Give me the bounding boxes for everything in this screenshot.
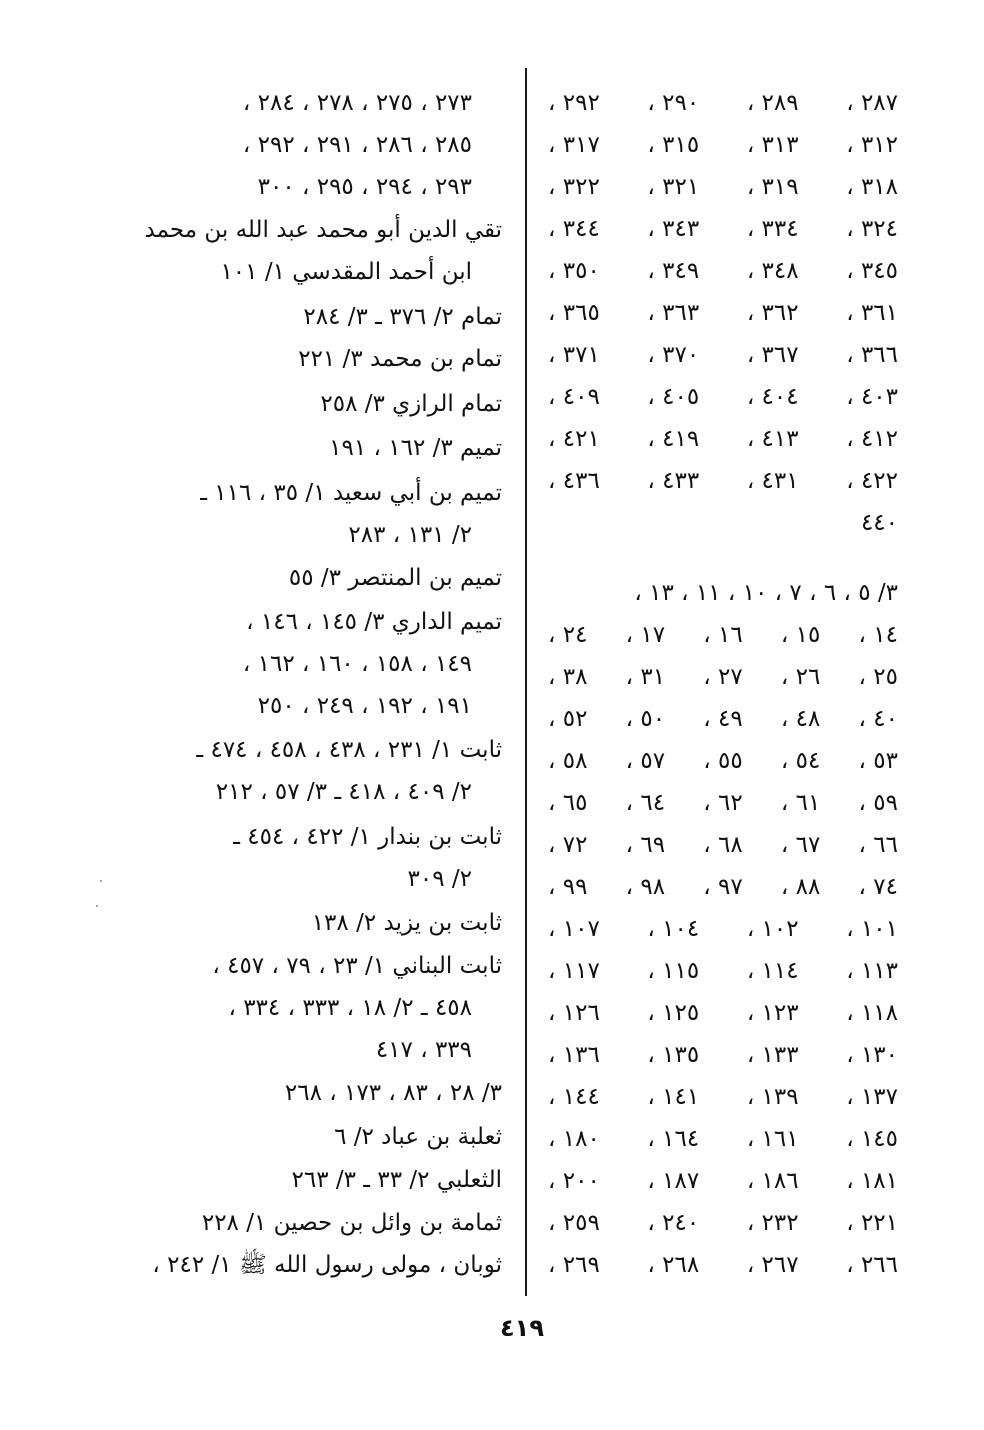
page-ref: ٣٦٧ ،	[746, 342, 799, 368]
page-ref: ٢٨٧ ،	[846, 90, 898, 116]
page-ref: ٣٥٠ ،	[548, 258, 600, 284]
page-ref: ٩٧ ،	[703, 874, 743, 900]
index-entry: ثابت ١/ ٢٣١ ، ٤٣٨ ، ٤٥٨ ، ٤٧٤ ـ	[196, 737, 502, 763]
page-ref: ٢٤ ،	[548, 622, 588, 648]
page-ref: ٤٠٥ ،	[647, 384, 700, 410]
page-ref: ٦٤ ،	[625, 790, 666, 816]
page-ref: ٢٨٩ ،	[746, 90, 799, 116]
page-ref: ٢٦٩ ،	[548, 1252, 600, 1278]
entry-continuation: ٢٩٣ ، ٢٩٤ ، ٢٩٥ ، ٣٠٠	[257, 174, 472, 200]
index-row	[548, 209, 898, 249]
page-ref: ٦٥ ،	[548, 790, 588, 816]
page-ref: ١٦ ،	[703, 622, 743, 648]
index-row	[548, 335, 898, 375]
page-ref: ٤٠ ،	[858, 706, 898, 732]
index-entry: تقي الدين أبو محمد عبد الله بن محمد	[144, 217, 502, 243]
page-ref: ٢٣٢ ،	[746, 1210, 799, 1236]
page-ref: ٢٦٦ ،	[846, 1252, 898, 1278]
page-ref: ٦٧ ،	[780, 832, 821, 858]
index-row	[548, 1119, 898, 1159]
index-entry: ثعلبة بن عباد ٢/ ٦	[334, 1124, 502, 1150]
index-entry: تميم الداري ٣/ ١٤٥ ، ١٤٦ ،	[246, 609, 502, 635]
page-ref: ١٨٠ ،	[548, 1126, 600, 1152]
page-ref: ١٣٣ ،	[746, 1042, 799, 1068]
page-ref: ٨٨ ،	[780, 874, 821, 900]
page-ref: ١٤١ ،	[647, 1084, 700, 1110]
page-ref: ٤٢١ ،	[548, 426, 600, 452]
page-ref: ٣٣٤ ،	[746, 216, 799, 242]
entry-continuation: ٢٧٣ ، ٢٧٥ ، ٢٧٨ ، ٢٨٤ ،	[242, 90, 472, 116]
index-row	[548, 783, 898, 823]
index-row	[548, 909, 898, 949]
page-ref: ٣١٨ ،	[846, 174, 898, 200]
page-ref: ٤٣١ ،	[746, 468, 799, 494]
page-ref: ٤٠٤ ،	[746, 384, 799, 410]
page-ref: ١١٣ ،	[846, 958, 898, 984]
index-entry: ثمامة بن وائل بن حصين ١/ ٢٢٨	[201, 1210, 502, 1236]
page-ref: ١١٧ ،	[548, 958, 600, 984]
page-ref: ٣٦٣ ،	[647, 300, 700, 326]
page-ref: ١٢٦ ،	[548, 1000, 600, 1026]
page-ref: ٣١٢ ،	[846, 132, 898, 158]
page-ref: ٩٩ ،	[548, 874, 588, 900]
index-row	[548, 1035, 898, 1075]
page-ref: ٦٨ ،	[703, 832, 743, 858]
page-ref: ٤١٢ ،	[846, 426, 898, 452]
page-ref: ٣٤٣ ،	[647, 216, 700, 242]
entry-continuation: ٣٣٩ ، ٤١٧	[375, 1037, 472, 1063]
page-ref: ٢٩٠ ،	[647, 90, 700, 116]
index-row	[548, 867, 898, 907]
page-ref: ٣٤٥ ،	[846, 258, 898, 284]
index-entry: تمام بن محمد ٣/ ٢٢١	[298, 346, 502, 372]
page-ref: ٤٨ ،	[780, 706, 821, 732]
page-ref: ٤٣٦ ،	[548, 468, 600, 494]
index-row-end: ٤٤٠	[860, 510, 898, 536]
scan-speck	[96, 905, 98, 907]
index-entry: ثابت البناني ١/ ٢٣ ، ٧٩ ، ٤٥٧ ،	[212, 953, 502, 979]
index-entry: ثابت بن بندار ١/ ٤٢٢ ، ٤٥٤ ـ	[233, 824, 502, 850]
index-row-start: ٣/ ٥ ، ٦ ، ٧ ، ١٠ ، ١١ ، ١٣ ،	[634, 580, 898, 606]
page-ref: ٣٦٢ ،	[746, 300, 799, 326]
index-row	[548, 293, 898, 333]
index-row	[548, 741, 898, 781]
page-ref: ١٨٦ ،	[746, 1168, 799, 1194]
index-row	[548, 251, 898, 291]
page-ref: ٢٦ ،	[780, 664, 821, 690]
index-row	[548, 825, 898, 865]
page-ref: ٦٩ ،	[625, 832, 666, 858]
page-ref: ٢٤٠ ،	[647, 1210, 700, 1236]
page-ref: ١٥ ،	[780, 622, 821, 648]
page-ref: ١١٤ ،	[746, 958, 799, 984]
page-ref: ١٤٥ ،	[846, 1126, 898, 1152]
page-ref: ٣١٩ ،	[746, 174, 799, 200]
page-ref: ٣٢٢ ،	[548, 174, 600, 200]
page-ref: ٥٥ ،	[703, 748, 743, 774]
page-ref: ١٠١ ،	[846, 916, 898, 942]
index-row	[548, 167, 898, 207]
entry-continuation: ابن أحمد المقدسي ١/ ١٠١	[220, 259, 472, 285]
page-ref: ١٦١ ،	[746, 1126, 799, 1152]
page-ref: ٤٣٣ ،	[647, 468, 700, 494]
page-ref: ٥٩ ،	[858, 790, 898, 816]
page-ref: ١٠٤ ،	[647, 916, 700, 942]
index-row	[548, 615, 898, 655]
index-row	[548, 125, 898, 165]
index-row	[548, 1203, 898, 1243]
page-ref: ٤٢٢ ،	[846, 468, 898, 494]
page-ref: ٢٦٧ ،	[746, 1252, 799, 1278]
page-ref: ٤٩ ،	[703, 706, 743, 732]
page-ref: ٣١ ،	[625, 664, 666, 690]
page-ref: ٦١ ،	[780, 790, 821, 816]
page-number: ٤١٩	[500, 1314, 544, 1342]
page-ref: ١٣٩ ،	[746, 1084, 799, 1110]
page-ref: ٢٧ ،	[703, 664, 743, 690]
page-ref: ١٣٠ ،	[846, 1042, 898, 1068]
entry-continuation: ٢/ ١٣١ ، ٢٨٣	[348, 522, 472, 548]
index-entry: الثعلبي ٢/ ٣٣ ـ ٣/ ٢٦٣	[291, 1167, 502, 1193]
page-ref: ٢٢١ ،	[846, 1210, 898, 1236]
index-row	[548, 1245, 898, 1285]
page-ref: ١٦٤ ،	[647, 1126, 700, 1152]
page-ref: ١٧ ،	[625, 622, 666, 648]
entry-continuation: ١٤٩ ، ١٥٨ ، ١٦٠ ، ١٦٢ ،	[242, 651, 472, 677]
index-entry: تمام الرازي ٣/ ٢٥٨	[320, 391, 502, 417]
page-ref: ٣٤٩ ،	[647, 258, 700, 284]
page-ref: ١٤٤ ،	[548, 1084, 600, 1110]
entry-continuation: ١٩١ ، ١٩٢ ، ٢٤٩ ، ٢٥٠	[257, 693, 472, 719]
page-ref: ٢٩٢ ،	[548, 90, 600, 116]
page-ref: ٣١٣ ،	[746, 132, 799, 158]
page-ref: ٣٧١ ،	[548, 342, 600, 368]
index-entry: تميم بن أبي سعيد ١/ ٣٥ ، ١١٦ ـ	[200, 480, 502, 506]
entry-continuation: ٤٥٨ ـ ٢/ ١٨ ، ٣٣٣ ، ٣٣٤ ،	[228, 995, 472, 1021]
index-row	[548, 951, 898, 991]
column-divider	[525, 68, 527, 1296]
page-ref: ٧٢ ،	[548, 832, 588, 858]
page-ref: ٣٧٠ ،	[647, 342, 700, 368]
page-ref: ٤١٣ ،	[746, 426, 799, 452]
page-ref: ١١٥ ،	[647, 958, 700, 984]
page-ref: ٤٠٩ ،	[548, 384, 600, 410]
page-ref: ٥٢ ،	[548, 706, 588, 732]
index-row	[548, 377, 898, 417]
page-ref: ١٣٧ ،	[846, 1084, 898, 1110]
page-ref: ١٣٦ ،	[548, 1042, 600, 1068]
page-ref: ١٠٢ ،	[746, 916, 799, 942]
entry-continuation: ٢/ ٣٠٩	[407, 866, 472, 892]
page-ref: ٣٦٦ ،	[846, 342, 898, 368]
index-row	[548, 83, 898, 123]
page-ref: ٣٢١ ،	[647, 174, 700, 200]
page-ref: ٤١٩ ،	[647, 426, 700, 452]
page-ref: ٣٤٨ ،	[746, 258, 799, 284]
scan-speck	[100, 880, 102, 882]
page-ref: ٣٢٤ ،	[846, 216, 898, 242]
page-ref: ٥٣ ،	[858, 748, 898, 774]
page-ref: ١٠٧ ،	[548, 916, 600, 942]
index-row	[548, 993, 898, 1033]
page-ref: ٥٧ ،	[625, 748, 666, 774]
page-ref: ١٨٧ ،	[647, 1168, 700, 1194]
index-row	[548, 657, 898, 697]
page-ref: ٢٥٩ ،	[548, 1210, 600, 1236]
page-ref: ٣١٧ ،	[548, 132, 600, 158]
page-ref: ١١٨ ،	[846, 1000, 898, 1026]
entry-continuation: ٢٨٥ ، ٢٨٦ ، ٢٩١ ، ٢٩٢ ،	[242, 132, 472, 158]
index-entry: ثوبان ، مولى رسول الله ﷺ ١/ ٢٤٢ ،	[152, 1252, 502, 1278]
page-ref: ٢٠٠ ،	[548, 1168, 600, 1194]
index-entry: ثابت بن يزيد ٢/ ١٣٨	[311, 910, 502, 936]
index-row	[548, 699, 898, 739]
page-ref: ١٨١ ،	[846, 1168, 898, 1194]
page-ref: ٣٦٥ ،	[548, 300, 600, 326]
page-ref: ٢٦٨ ،	[647, 1252, 700, 1278]
page-ref: ٦٢ ،	[703, 790, 743, 816]
page-ref: ٩٨ ،	[625, 874, 666, 900]
index-row	[548, 1161, 898, 1201]
page-ref: ١٢٥ ،	[647, 1000, 700, 1026]
index-row	[548, 461, 898, 501]
page-ref: ٣٦١ ،	[846, 300, 898, 326]
page-ref: ٥٨ ،	[548, 748, 588, 774]
index-entry: تميم بن المنتصر ٣/ ٥٥	[288, 565, 502, 591]
page-ref: ٣٨ ،	[548, 664, 588, 690]
page-ref: ١٣٥ ،	[647, 1042, 700, 1068]
page-ref: ٥٠ ،	[625, 706, 666, 732]
page-ref: ٣٤٤ ،	[548, 216, 600, 242]
page-ref: ٧٤ ،	[858, 874, 898, 900]
page-ref: ٢٥ ،	[858, 664, 898, 690]
entry-continuation: ٢/ ٤٠٩ ، ٤١٨ ـ ٣/ ٥٧ ، ٢١٢	[215, 779, 472, 805]
index-entry: ٣/ ٢٨ ، ٨٣ ، ١٧٣ ، ٢٦٨	[284, 1080, 502, 1106]
page-ref: ٤٠٣ ،	[846, 384, 898, 410]
index-entry: تميم ٣/ ١٦٢ ، ١٩١	[329, 435, 502, 461]
index-entry: تمام ٢/ ٣٧٦ ـ ٣/ ٢٨٤	[303, 304, 502, 330]
index-row	[548, 419, 898, 459]
page-ref: ٦٦ ،	[858, 832, 898, 858]
page-ref: ١٤ ،	[858, 622, 898, 648]
page-ref: ١٢٣ ،	[746, 1000, 799, 1026]
index-row	[548, 1077, 898, 1117]
page-ref: ٥٤ ،	[780, 748, 821, 774]
page-ref: ٣١٥ ،	[647, 132, 700, 158]
